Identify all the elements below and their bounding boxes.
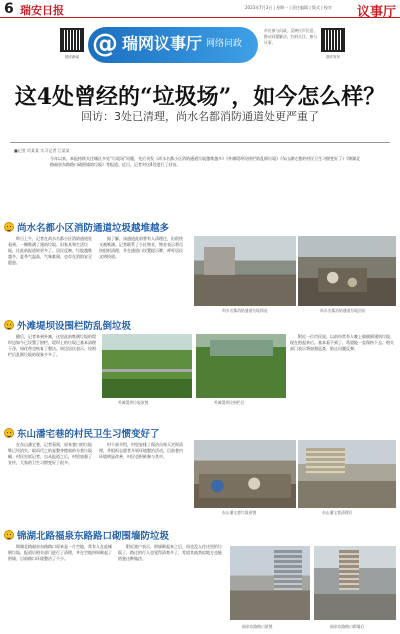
photo-caption: 福泉东路路口砌墙后 (330, 624, 365, 629)
photo (298, 440, 396, 508)
section-body-col1: 锦湖北路福泉东路路口原来是一片空地，常有人在此倾倒垃圾，报道后相关部门进行了清理，并在空地四周砌起了围墙，目前路口环境整洁了不少。 (8, 544, 112, 561)
banner-logo (88, 27, 258, 63)
masthead (0, 0, 400, 18)
photo (194, 440, 296, 508)
photo (298, 236, 396, 306)
column-banner (60, 24, 345, 68)
photo-caption: 尚水名都消防通道垃圾情况 (222, 308, 268, 313)
photo (194, 236, 296, 306)
section-body-col2: 村干部介绍，村里安排了保洁员每天定时清理，并组织志愿者开展环境整治活动，目前巷内环境明显改善，村民也积极参与其中。 (99, 442, 183, 459)
qr-code-right (321, 28, 345, 52)
qr-caption-right: 瑞安发布 (326, 55, 340, 59)
section-body-col1: 在东山潘宅巷，记者看到，原来巷口的垃圾堆已经消失，取而代之的是整齐摆放的分类垃圾桶。村民告诉记者，自从报道之后，村里加强了宣传，大家的卫生习惯变好了很多。 (8, 442, 92, 465)
smiley-icon (4, 530, 14, 540)
section-body-col2: 附近一位市民说，以前经常有人晚上偷偷倒建筑垃圾，现在围起来后，基本看不到了，希望能一直保持下去。相关部门表示将加强巡查，防止问题反弹。 (290, 334, 394, 351)
smiley-icon (4, 222, 14, 232)
photo-caption: 东山潘宅巷垃圾原貌 (222, 510, 257, 515)
photo-caption: 尚水名都消防通道垃圾回访 (320, 308, 366, 313)
headline: 这4处曾经的“垃圾场”，如今怎么样？ (14, 84, 386, 110)
photo-caption: 福泉东路路口原貌 (242, 624, 273, 629)
qr-code-left (60, 28, 84, 52)
photo (230, 546, 310, 620)
photo-caption: 外滩堤坝垃圾原貌 (118, 400, 149, 405)
section-title: 尚水名都小区消防通道垃圾越堆越多 (17, 223, 170, 234)
photo (196, 334, 286, 398)
section-title: 锦湖北路福泉东路路口砌围墙防垃圾 (17, 531, 170, 542)
section-title: 外滩堤坝设围栏防乱倒垃圾 (17, 321, 132, 332)
photo-caption: 东山潘宅巷清理后 (322, 510, 353, 515)
divider (10, 142, 390, 143)
section-header-4 (4, 528, 169, 542)
subhead: 回访：3处已清理，尚水名都消防通道处更严重了 (81, 110, 319, 123)
section-body-col1: 随后，记者来到外滩，这里此前堆满垃圾的堤坝边如今已设置了围栏，堤坝上的垃圾已基本清理干净，绿化带也恢复了整洁。周边居民表示，设围栏后乱倒垃圾的现象少多了。 (8, 334, 96, 357)
page-number: 6 (4, 1, 14, 17)
byline: ■记者 项某某 实习记者 江某某 (14, 148, 70, 153)
smiley-icon (4, 428, 14, 438)
issue-info: 2023年7月3日 | 星期一 | 责任编辑 | 版式 | 校对 (245, 5, 332, 10)
photo (314, 546, 396, 620)
photo (102, 334, 192, 398)
section-body-col2: 据了解，该通道此前曾有人清理过，但很快又被堆满。记者联系了小区物业，物业表示将尽快组织清理，并在通道口设置提示牌，呼吁居民文明投放。 (99, 236, 183, 259)
smiley-icon (4, 320, 14, 330)
section-title: 东山潘宅巷的村民卫生习惯变好了 (17, 429, 160, 440)
paper-name: 瑞安日报 (20, 4, 64, 17)
section-body-col1: 昨日上午，记者在尚水名都小区消防通道处看到，一侧堆满了建筑垃圾、旧家具和生活垃圾，比此前报道时更多了。居民反映，垃圾越堆越多，夏季气温高，气味难闻，也存在消防安全隐患。 (8, 236, 92, 265)
banner-subtitle: 网络问政 (206, 39, 243, 49)
section-header-2 (4, 318, 131, 332)
banner-title: 瑞网议事厅 (122, 34, 203, 53)
section-header-3 (4, 426, 160, 440)
photo-caption: 外滩堤坝设围栏后 (214, 400, 245, 405)
at-sign-icon: @ (92, 29, 118, 59)
section-body-col2: 附近商户表示，围墙砌起来之后，再也没人往这里扔垃圾了，路过的行人也觉得清爽多了，希望其他类似地方也能借鉴这种做法。 (118, 544, 222, 561)
section-header-1 (4, 220, 169, 234)
lead-paragraph: 今年以来，本报持续关注城区多处“垃圾场”问题，先后刊发《尚水名都小区消防通道垃圾越堆越多》《外滩堤坝设围栏防乱倒垃圾》《东山潘宅巷的村民卫生习惯变好了》《锦湖北路福泉东路路口硝围墙防垃圾》等报道。近日，记者对这4处进行了回访。 (50, 156, 361, 167)
section-name: 议事厅 (356, 5, 396, 20)
qr-caption-left: 瑞安新闻 (65, 55, 79, 59)
banner-side-text: 市民参与问政，反映民声民意，推动问题解决。扫码关注，参与议事。 (264, 28, 318, 45)
